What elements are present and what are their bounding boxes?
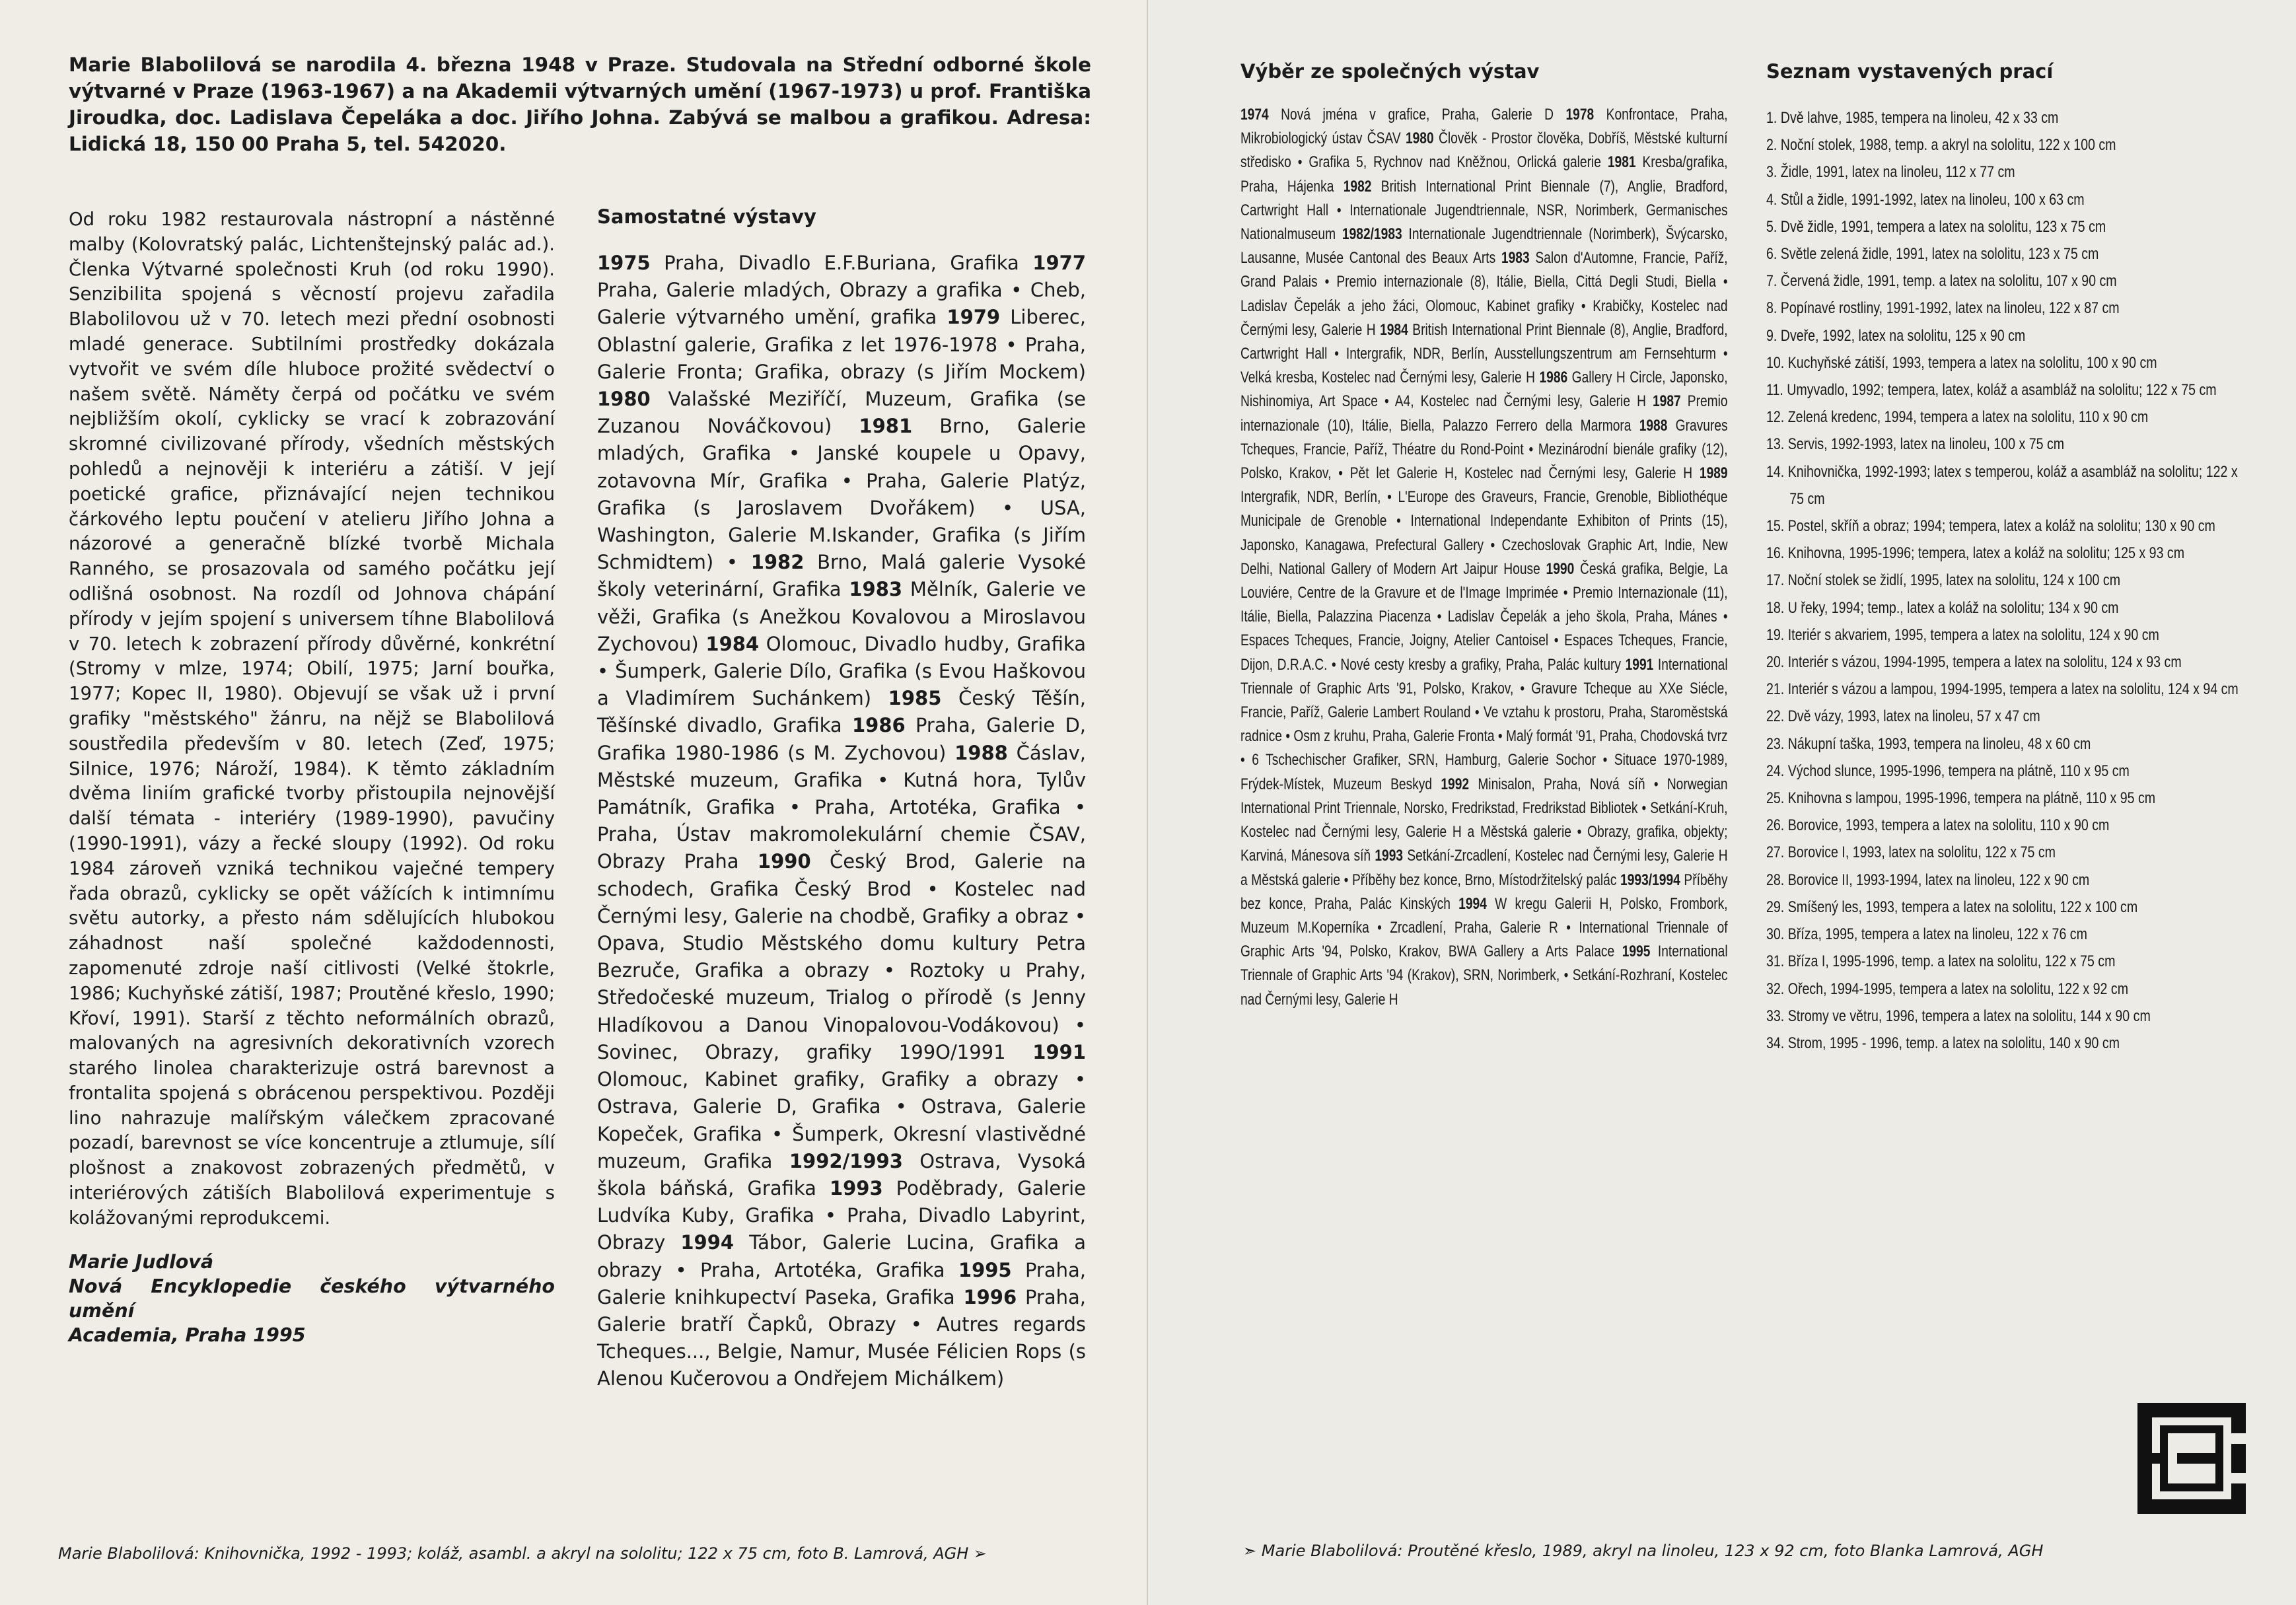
exhibited-work-item: 19. Iteriér s akvariem, 1995, tempera a latex na sololitu, 124 x 90 cm <box>1766 625 2159 644</box>
exhibited-work-item: 8. Popínavé rostliny, 1991-1992, latex na linoleu, 122 x 87 cm <box>1766 299 2120 318</box>
exhibited-work-item: 16. Knihovna, 1995-1996; tempera, latex a koláž na sololitu; 125 x 93 cm <box>1766 544 2185 563</box>
exhibited-work-item: 4. Stůl a židle, 1991-1992, latex na linoleu, 100 x 63 cm <box>1766 190 2085 209</box>
exhibited-work-item: 5. Dvě židle, 1991, tempera a latex na sololitu, 123 x 75 cm <box>1766 217 2106 236</box>
exhibited-work-item: 32. Ořech, 1994-1995, tempera a latex na sololitu, 122 x 92 cm <box>1766 980 2129 998</box>
exhibited-work-item: 1. Dvě lahve, 1985, tempera na linoleu, 42 x 33 cm <box>1766 109 2059 127</box>
exhibited-work-item: 6. Světle zelená židle, 1991, latex na sololitu, 123 x 75 cm <box>1766 245 2099 264</box>
left-photo-caption: Marie Blabolilová: Knihovnička, 1992 - 1993; koláž, asambl. a akryl na sololitu; 122 x 75 cm, foto B. Lamrová, AGH ➢ <box>58 1544 987 1563</box>
biography-source-publisher: Academia, Praha 1995 <box>69 1324 306 1346</box>
right-page <box>1148 0 2296 1605</box>
group-exhibitions-text: 1974 Nová jména v grafice, Praha, Galerie D 1978 Konfrontace, Praha, Mikrobiologický ústav ČSAV 1980 Člověk - Prostor člověka, Dobříš, Městské kulturní středisko • Grafika 5, Rychnov nad Kněžnou, Orlická galerie 1981 Kresba/grafika, Praha, Hájenka 1982 British International Print Biennale (7), Anglie, Bradford, Cartwright Hall • Internationale Jugendtriennale, NSR, Norimberk, Germanisches Nationalmuseum 1982/1983 Internationale Jugendtriennale (Norimberk), Švýcarsko, Lausanne, Musée Cantonal des Beaux Arts 1983 Salon d'Automne, Francie, Paříž, Grand Palais • Premio internazionale (8), Itálie, Biella, Cittá Degli Studi, Biella • Ladislav Čepelák a jeho žáci, Olomouc, Kabinet grafiky • Krabičky, Kostelec nad Černými lesy, Galerie H 1984 British International Print Biennale (8), Anglie, Bradford, Cartwright Hall • Intergrafik, NDR, Berlín, Ausstellungszentrum am Fernsehturm • Velká kresba, Kostelec nad Černými lesy, Galerie H 1986 Gallery H Circle, Japonsko, Nishinomiya, Art Space • A4, Kostelec nad Černými lesy, Galerie H 1987 Premio internazionale (10), Itálie, Biella, Palazzo Ferrero della Marmora 1988 Gravures Tcheques, Francie, Paříž, Théatre du Rond-Point • Mezinárodní bienále grafiky (12), Polsko, Krakov, • Pět let Galerie H, Kostelec nad Černými lesy, Galerie H 1989 Intergrafik, NDR, Berlín, • L'Europe des Graveurs, Francie, Grenoble, Bibliothéque Municipale de Grenoble • International Independante Exhibiton of Prints (15), Japonsko, Kanagawa, Prefectural Gallery • Czechoslovak Graphic Art, Indie, New Delhi, National Gallery of Modern Art Jaipur House 1990 Česká grafika, Belgie, La Louviére, Centre de la Gravure et de l'Image Imprimée • Premio Internazionale (11), Itálie, Biella, Palazzina Piacenza • Ladislav Čepelák a jeho škola, Praha, Mánes • Espaces Tcheques, Francie, Joigny, Atelier Cantoisel • Espaces Tcheques, Francie, Dijon, D.R.A.C. • Nové cesty kresby a grafiky, Praha, Palác kultury 1991 International Triennale of Graphic Arts '91, Polsko, Krakov, • Gravure Tcheque au XXe Siécle, Francie, Paříž, Galerie Lambert Rouland • Ve vztahu k prostoru, Praha, Staroměstská radnice • Osm z kruhu, Praha, Galerie Fronta • Malý formát '91, Praha, Chodovská tvrz • 6 Tschechischer Grafiker, SRN, Hamburg, Galerie Sochor • Situace 1970-1989, Frýdek-Místek, Muzeum Beskyd 1992 Minisalon, Praha, Nová síň • Norwegian International Print Triennale, Norsko, Fredrikstad, Fredrikstad Bibliotek • Setkání-Kruh, Kostelec nad Černými lesy, Galerie H a Městská galerie • Obrazy, grafika, objekty; Karviná, Mánesova síň 1993 Setkání-Zrcadlení, Kostelec nad Černými lesy, Galerie H a Městská galerie • Příběhy bez konce, Brno, Místodržitelský palác 1993/1994 Příběhy bez konce, Praha, Palác Kinských 1994 W kregu Galerii H, Polsko, Frombork, Muzeum M.Koperníka • Zrcadlení, Praha, Galerie R • International Triennale of Graphic Arts '94, Polsko, Krakov, BWA Gallery a Arts Palace 1995 International Triennale of Graphic Arts '94 (Krakov), SRN, Norimberk, • Setkání-Rozhraní, Kostelec nad Černými lesy, Galerie H <box>1240 106 1728 1009</box>
solo-exhibitions-text: 1975 Praha, Divadlo E.F.Buriana, Grafika 1977 Praha, Galerie mladých, Obrazy a grafika • Cheb, Galerie výtvarného umění, grafika 1979 Liberec, Oblastní galerie, Grafika z let 1976-1978 • Praha, Galerie Fronta; Grafika, obrazy (s Jiřím Mockem) 1980 Valašské Meziříčí, Muzeum, Grafika (se Zuzanou Nováčkovou) 1981 Brno, Galerie mladých, Grafika • Janské koupele u Opavy, zotavovna Mír, Grafika • Praha, Galerie Platýz, Grafika (s Jaroslavem Dvořákem) • USA, Washington, Galerie M.Iskander, Grafika (s Jiřím Schmidtem) • 1982 Brno, Malá galerie Vysoké školy veterinární, Grafika 1983 Mělník, Galerie ve věži, Grafika (s Anežkou Kovalovou a Miroslavou Zychovou) 1984 Olomouc, Divadlo hudby, Grafika • Šumperk, Galerie Dílo, Grafika (s Evou Haškovou a Vladimírem Suchánkem) 1985 Český Těšín, Těšínské divadlo, Grafika 1986 Praha, Galerie D, Grafika 1980-1986 (s M. Zychovou) 1988 Čáslav, Městské muzeum, Grafika • Kutná hora, Tylův Památník, Grafika • Praha, Artotéka, Grafika • Praha, Ústav makromolekulární chemie ČSAV, Obrazy Praha 1990 Český Brod, Galerie na schodech, Grafika Český Brod • Kostelec nad Černými lesy, Galerie na chodbě, Grafiky a obraz • Opava, Studio Městského domu kultury Petra Bezruče, Grafika a obrazy • Roztoky u Prahy, Středočeské muzeum, Trialog o přírodě (s Jenny Hladíkovou a Danou Vinopalovou-Vodákovou) • Sovinec, Obrazy, grafiky 199O/1991 1991 Olomouc, Kabinet grafiky, Grafiky a obrazy • Ostrava, Galerie D, Grafika • Ostrava, Galerie Kopeček, Grafika • Šumperk, Okresní vlastivědné muzeum, Grafika 1992/1993 Ostrava, Vysoká škola báňská, Grafika 1993 Poděbrady, Galerie Ludvíka Kuby, Grafika • Praha, Divadlo Labyrint, Obrazy 1994 Tábor, Galerie Lucina, Grafika a obrazy • Praha, Artotéka, Grafika 1995 Praha, Galerie knihkupectví Paseka, Grafika 1996 Praha, Galerie bratří Čapků, Obrazy • Autres regards Tcheques..., Belgie, Namur, Musée Félicien Rops (s Alenou Kučerovou a Ondřejem Michálkem) <box>597 252 1087 1390</box>
exhibited-work-item: 30. Bříza, 1995, tempera a latex na linoleu, 122 x 76 cm <box>1766 925 2087 944</box>
exhibited-work-item: 13. Servis, 1992-1993, latex na linoleu, 100 x 75 cm <box>1766 435 2065 454</box>
exhibited-work-item: 26. Borovice, 1993, tempera a latex na sololitu, 110 x 90 cm <box>1766 816 2110 835</box>
exhibited-work-item: 2. Noční stolek, 1988, temp. a akryl na sololitu, 122 x 100 cm <box>1766 136 2116 155</box>
biography-author: Marie Judlová <box>69 1250 214 1273</box>
exhibited-works-list <box>1766 104 2242 1057</box>
exhibited-work-item: 20. Interiér s vázou, 1994-1995, tempera a latex na sololitu, 124 x 93 cm <box>1766 653 2182 672</box>
exhibited-work-item: 18. U řeky, 1994; temp., latex a koláž na sololitu; 134 x 90 cm <box>1766 598 2119 617</box>
solo-exhibitions-section <box>597 203 1086 1393</box>
exhibited-work-item: 15. Postel, skříň a obraz; 1994; tempera, latex a koláž na sololitu; 130 x 90 cm <box>1766 517 2215 536</box>
exhibited-work-item: 17. Noční stolek se židlí, 1995, latex na sololitu, 124 x 100 cm <box>1766 571 2121 590</box>
exhibited-works-section <box>1766 58 2242 1057</box>
group-exhibitions-heading: Výběr ze společných výstav <box>1240 60 1540 83</box>
exhibited-work-item: 21. Interiér s vázou a lampou, 1994-1995, tempera a latex na sololitu, 124 x 94 cm <box>1766 680 2239 699</box>
exhibited-work-item: 11. Umyvadlo, 1992; tempera, latex, koláž a asambláž na sololitu; 122 x 75 cm <box>1766 381 2217 400</box>
exhibited-work-item: 34. Strom, 1995 - 1996, temp. a latex na sololitu, 140 x 90 cm <box>1766 1034 2120 1052</box>
biography-credit <box>69 1250 555 1347</box>
exhibited-work-item: 14. Knihovnička, 1992-1993; latex s temperou, koláž a asambláž na sololitu; 122 x 75 cm <box>1766 462 2238 508</box>
exhibited-works-heading: Seznam vystavených prací <box>1766 60 2054 83</box>
exhibited-work-item: 10. Kuchyňské zátiší, 1993, tempera a latex na sololitu, 100 x 90 cm <box>1766 353 2157 372</box>
group-exhibitions-section <box>1240 58 1728 1012</box>
exhibited-work-item: 25. Knihovna s lampou, 1995-1996, tempera na plátně, 110 x 95 cm <box>1766 789 2156 808</box>
exhibited-work-item: 27. Borovice I, 1993, latex na sololitu, 122 x 75 cm <box>1766 843 2056 862</box>
biography-source-title: Nová Encyklopedie českého výtvarného umění <box>69 1275 555 1322</box>
exhibited-work-item: 24. Východ slunce, 1995-1996, tempera na plátně, 110 x 95 cm <box>1766 762 2130 780</box>
exhibited-work-item: 31. Bříza I, 1995-1996, temp. a latex na sololitu, 122 x 75 cm <box>1766 952 2116 971</box>
exhibited-work-item: 22. Dvě vázy, 1993, latex na linoleu, 57 x 47 cm <box>1766 707 2040 726</box>
gallery-logo-icon <box>2137 1403 2246 1514</box>
intro-paragraph: Marie Blabolilová se narodila 4. března 1948 v Praze. Studovala na Střední odborné škole výtvarné v Praze (1963-1967) a na Akademii výtvarných umění (1967-1973) u prof. Františka Jiroudka, doc. Ladislava Čepeláka a doc. Jiřího Johna. Zabývá se malbou a grafikou. Adresa: Lidická 18, 150 00 Praha 5, tel. 542020. <box>69 54 1091 155</box>
exhibited-work-item: 12. Zelená kredenc, 1994, tempera a latex na sololitu, 110 x 90 cm <box>1766 408 2149 427</box>
exhibited-work-item: 7. Červená židle, 1991, temp. a latex na sololitu, 107 x 90 cm <box>1766 272 2117 291</box>
exhibited-work-item: 29. Smíšený les, 1993, tempera a latex na sololitu, 122 x 100 cm <box>1766 898 2138 916</box>
biography-text: Od roku 1982 restaurovala nástropní a nástěnné malby (Kolovratský palác, Lichtenštejnský palác ad.). Členka Výtvarné společnosti Kruh (od roku 1990). Senzibilita spojená s věcností projevu zařadila Blabolilovou už v 70. letech mezi přední osobnosti mladé generace. Subtilními prostředky dokázala vytvořit ve svém díle hluboce prožité svědectví o našem světě. Náměty čerpá od počátku ve svém nejbližším okolí, cyklicky se vrací k zobrazování skromné civilizované přírody, všedních městských pohledů a nejnověji k interiéru a zátiší. V její poetické grafice, přiznávající nejen technikou čárkového leptu poučení v atelieru Jiřího Johna a názorové a generačně blízké tvorbě Michala Ranného, se prosazovala od samého počátku její odlišná osobnost. Na rozdíl od Johnova chápání přírody v jejím spojení s universem tíhne Blabolilová v 70. letech k zobrazení přírody důvěrné, konkrétní (Stromy v mlze, 1974; Obilí, 1975; Jarní bouřka, 1977; Kopec II, 1980). Objevují se však už i první grafiky "městského" žánru, na nějž se Blabolilová soustředila především v 80. letech (Zeď, 1975; Silnice, 1976; Nároží, 1984). K těmto základním dvěma liniím grafické tvorby přistoupila nejnovější další témata - interiéry (1989-1990), pavučiny (1990-1991), vázy a řecké sloupy (1992). Od roku 1984 zároveň vzniká technikou vaječné tempery řada obrazů, cyklicky se opět vážících k intimnímu světu autorky, a přesto nám sdělujících hlubokou záhadnost naší společné každodennosti, zapomenuté zdroje naší citlivosti (Velké štokrle, 1986; Kuchyňské zátiší, 1987; Proutěné křeslo, 1990; Křoví, 1991). Starší z těchto neformálních obrazů, malovaných na agresivních dekorativních vzorech starého linolea charakterizuje ostrá barevnost a frontalita spojená s obrácenou perspektivou. Později lino nahrazuje malířským válečkem zpracované pozadí, barevnost se více koncentruje a ztlumuje, sílí plošnost a znakovost zobrazených předmětů, v interiérových zátiších Blabolilová experimentuje s kolážovanými reprodukcemi. <box>69 209 555 1229</box>
exhibited-work-item: 33. Stromy ve větru, 1996, tempera a latex na sololitu, 144 x 90 cm <box>1766 1007 2151 1025</box>
right-photo-caption: ➣ Marie Blabolilová: Proutěné křeslo, 1989, akryl na linoleu, 123 x 92 cm, foto Blanka Lamrová, AGH <box>1243 1542 2044 1560</box>
exhibited-work-item: 28. Borovice II, 1993-1994, latex na linoleu, 122 x 90 cm <box>1766 871 2090 889</box>
exhibited-work-item: 23. Nákupní taška, 1993, tempera na linoleu, 48 x 60 cm <box>1766 734 2091 753</box>
exhibited-work-item: 9. Dveře, 1992, latex na sololitu, 125 x 90 cm <box>1766 326 2026 345</box>
solo-exhibitions-heading: Samostatné výstavy <box>597 205 816 228</box>
biography-column <box>69 207 555 1347</box>
exhibited-work-item: 3. Židle, 1991, latex na linoleu, 112 x 77 cm <box>1766 163 2015 182</box>
